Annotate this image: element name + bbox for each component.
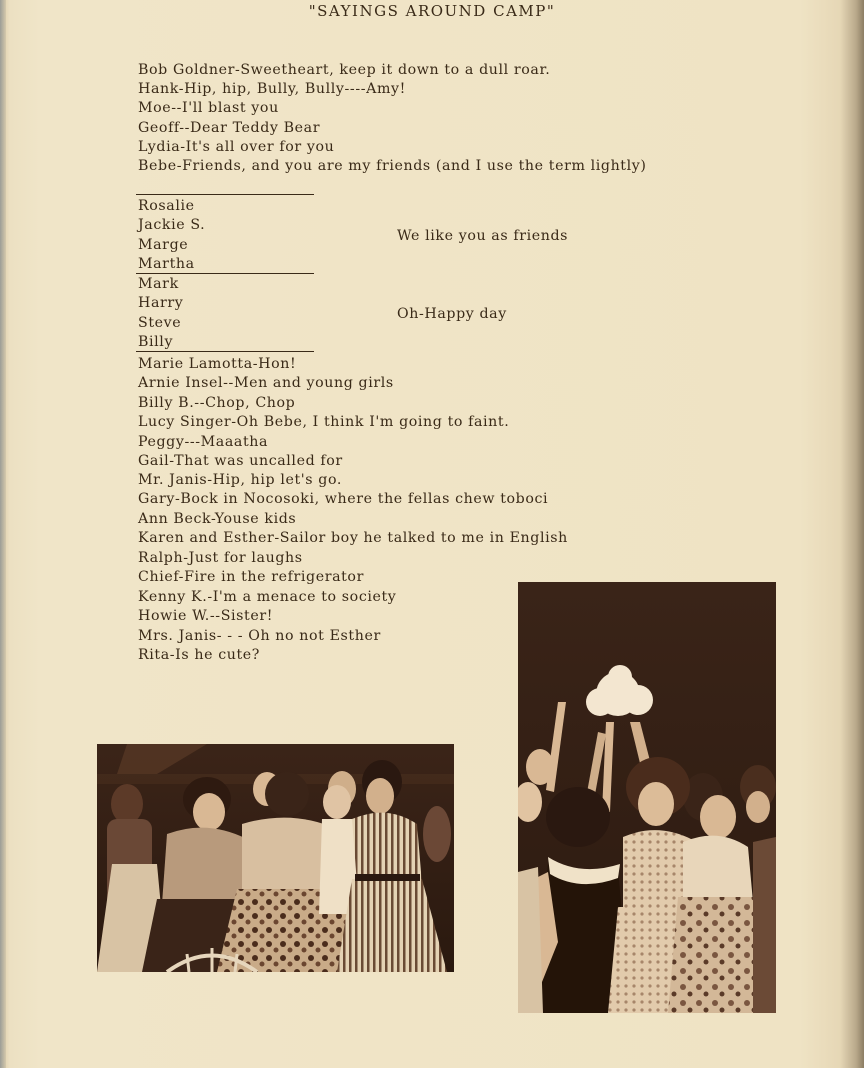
- saying-line: Mr. Janis-Hip, hip let's go.: [138, 472, 342, 488]
- saying-line: Rita-Is he cute?: [138, 647, 260, 663]
- page-binding-edge: [0, 0, 6, 1068]
- page-title: "SAYINGS AROUND CAMP": [308, 2, 556, 20]
- saying-line: Gail-That was uncalled for: [138, 453, 343, 469]
- saying-line: Hank-Hip, hip, Bully, Bully----Amy!: [138, 81, 406, 97]
- saying-line: Lydia-It's all over for you: [138, 139, 335, 155]
- photo-party-crowd: [518, 582, 776, 1013]
- divider-rule: [136, 194, 314, 195]
- group-name: Harry: [138, 295, 184, 311]
- saying-line: Ralph-Just for laughs: [138, 550, 303, 566]
- saying-line: Mrs. Janis- - - Oh no not Esther: [138, 628, 381, 644]
- group-name: Mark: [138, 276, 179, 292]
- saying-line: Marie Lamotta-Hon!: [138, 356, 297, 372]
- saying-line: Arnie Insel--Men and young girls: [138, 375, 394, 391]
- group-saying: Oh-Happy day: [397, 306, 507, 322]
- group-name: Rosalie: [138, 198, 195, 214]
- saying-line: Gary-Bock in Nocosoki, where the fellas chew toboci: [138, 491, 549, 507]
- group-name: Marge: [138, 237, 189, 253]
- group-name: Steve: [138, 315, 182, 331]
- saying-line: Howie W.--Sister!: [138, 608, 274, 624]
- group-name: Jackie S.: [138, 217, 206, 233]
- saying-line: Ann Beck-Youse kids: [138, 511, 297, 527]
- saying-line: Bob Goldner-Sweetheart, keep it down to a dull roar.: [138, 62, 551, 78]
- group-name: Billy: [138, 334, 174, 350]
- divider-rule: [136, 273, 314, 274]
- saying-line: Geoff--Dear Teddy Bear: [138, 120, 321, 136]
- saying-line: Billy B.--Chop, Chop: [138, 395, 296, 411]
- group-saying: We like you as friends: [397, 228, 569, 244]
- group-name: Martha: [138, 256, 195, 272]
- photo-dancing-group: [97, 744, 454, 972]
- saying-line: Moe--I'll blast you: [138, 100, 279, 116]
- divider-rule: [136, 351, 314, 352]
- saying-line: Karen and Esther-Sailor boy he talked to me in English: [138, 530, 568, 546]
- saying-line: Chief-Fire in the refrigerator: [138, 569, 364, 585]
- saying-line: Lucy Singer-Oh Bebe, I think I'm going to faint.: [138, 414, 510, 430]
- saying-line: Bebe-Friends, and you are my friends (and I use the term lightly): [138, 158, 647, 174]
- saying-line: Peggy---Maaatha: [138, 434, 269, 450]
- saying-line: Kenny K.-I'm a menace to society: [138, 589, 397, 605]
